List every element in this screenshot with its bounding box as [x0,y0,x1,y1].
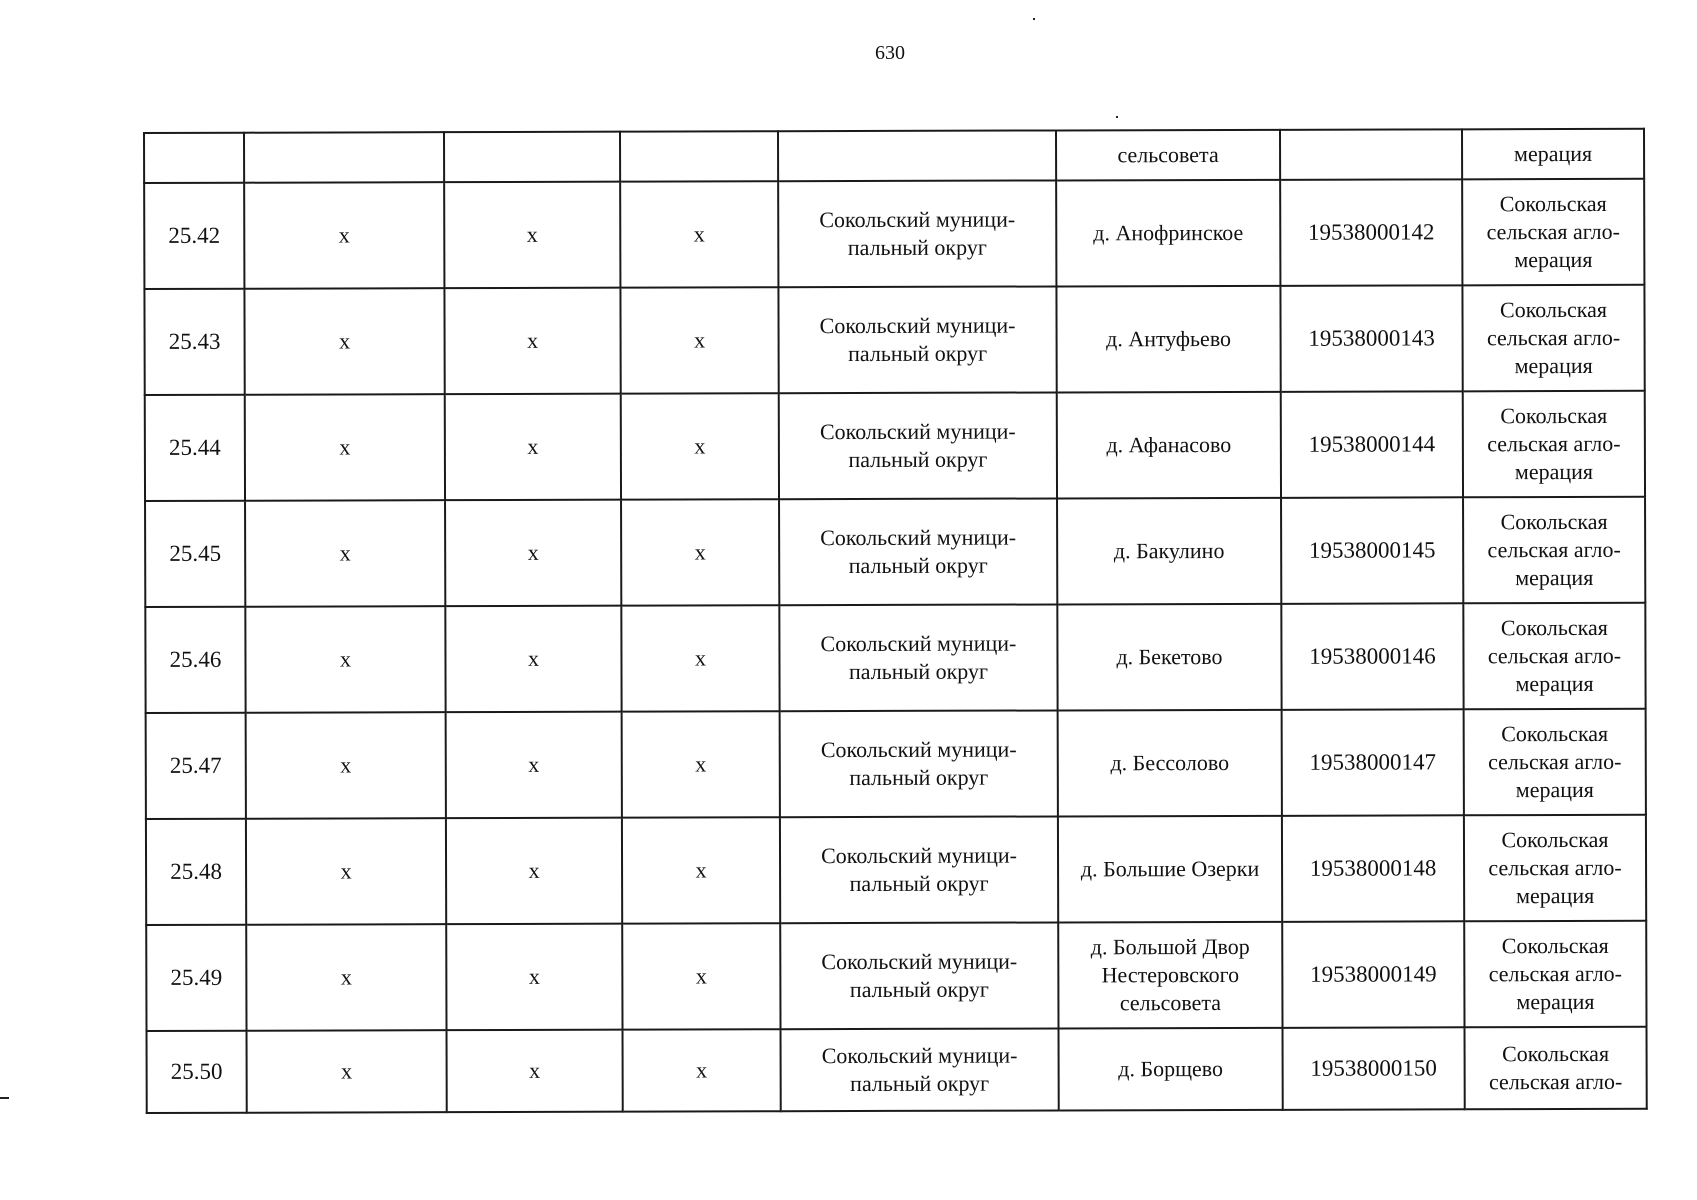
oktmo-code-cell [1281,497,1463,604]
agglomeration-cell-text: мерация [1516,882,1595,909]
oktmo-code-cell-text: 19538000148 [1309,855,1437,881]
scan-margin-dash [0,1097,9,1099]
agglomeration-cell-text: сельская агло- [1488,748,1622,775]
settlement-cell-text: д. Бекетово [1116,643,1223,670]
mark-cell-col2 [245,606,445,713]
oktmo-code-cell-text: 19538000150 [1310,1055,1437,1081]
district-cell-text: пальный округ [847,234,987,261]
agglomeration-cell [1464,709,1646,816]
mark-cell-col3-text: х [527,645,540,671]
district-cell [778,286,1056,393]
mark-cell-col4-text: х [694,539,706,565]
settlement-cell [1057,498,1281,605]
district-cell-text: Сокольский муници- [819,418,1016,445]
mark-cell-col3-text: х [528,857,540,883]
mark-cell-col3-text: х [527,327,539,353]
settlement-cell [1058,816,1282,923]
row-number-cell [147,1031,247,1113]
mark-cell-col3 [444,182,620,288]
header-cell-code [1280,129,1462,180]
agglomeration-cell-text: мерация [1515,564,1594,591]
settlement-cell [1057,392,1281,499]
row-number-cell [145,501,245,607]
agglomeration-cell [1464,921,1646,1028]
agglomeration-cell-text: Сокольская [1500,508,1608,535]
settlement-cell-text: сельсовета [1119,989,1222,1016]
agglomeration-cell-text: мерация [1514,458,1594,485]
oktmo-code-cell [1282,709,1464,816]
district-cell-text: пальный округ [849,764,989,791]
settlement-cell-text: д. Антуфьево [1106,325,1232,352]
mark-cell-col4 [622,817,780,923]
table-row [145,603,1645,713]
mark-cell-col3-text: х [526,221,538,247]
agglomeration-cell [1462,285,1644,392]
agglomeration-cell [1463,603,1645,710]
agglomeration-cell-text: мерация [1515,670,1594,697]
mark-cell-col4-text: х [694,327,706,353]
settlement-cell [1058,710,1282,817]
row-number-cell [146,925,246,1031]
table-row [146,921,1646,1031]
settlement-cell-text: д. Борщево [1118,1055,1224,1082]
district-cell-text: пальный округ [848,552,988,579]
agglomeration-cell-text: сельская агло- [1487,642,1622,669]
mark-cell-col4-text: х [695,751,707,777]
mark-cell-col4 [621,605,779,711]
mark-cell-col2-text: х [339,646,352,672]
row-number-cell [145,395,245,501]
district-cell-text: пальный округ [848,340,988,367]
settlement-cell-text: д. Большой Двор [1090,933,1250,960]
settlement-cell-text: д. Анофринское [1093,219,1244,246]
row-number-cell-text: 25.44 [168,434,221,460]
header-cell-col2 [244,132,444,183]
row-number-cell-text: 25.45 [169,540,222,566]
row-number-cell [146,713,246,819]
agglomeration-cell [1465,1027,1647,1110]
mark-cell-col3-text: х [527,539,539,565]
agglomeration-cell [1463,391,1645,498]
district-cell [779,604,1057,711]
row-number-cell-text: 25.46 [169,646,222,672]
settlement-cell [1059,1028,1283,1111]
agglomeration-cell-text: Сокольская [1501,826,1609,853]
district-cell [781,1028,1059,1111]
page-number: 630 [875,42,905,64]
district-cell [779,498,1057,605]
agglomeration-cell-text: сельская агло- [1488,854,1622,881]
header-cell-col3 [444,132,620,182]
mark-cell-col3 [446,818,622,924]
oktmo-code-cell-text: 19538000144 [1308,431,1436,457]
district-cell-text: Сокольский муници- [820,736,1017,763]
row-number-cell [145,607,245,713]
table-row [144,179,1644,289]
oktmo-code-cell [1283,1027,1465,1110]
mark-cell-col2-text: х [338,222,350,248]
agglomeration-cell-text: сельская агло- [1487,536,1621,563]
mark-cell-col2 [246,924,446,1031]
mark-cell-col4 [622,711,780,817]
mark-cell-col2-text: х [339,434,351,460]
district-cell-text: пальный округ [848,446,988,473]
table-row [146,709,1646,819]
table-row [146,815,1646,925]
row-number-cell-text: 25.49 [170,964,223,990]
row-number-cell [146,819,246,925]
table-row [144,285,1644,395]
mark-cell-col4-text: х [694,433,706,459]
agglomeration-cell [1464,815,1646,922]
agglomeration-cell-text: сельская агло- [1487,430,1621,457]
settlement-cell [1056,180,1280,287]
agglomeration-cell-text: сельская агло- [1486,324,1621,351]
mark-cell-col4-text: х [693,221,705,247]
oktmo-code-cell [1281,603,1463,710]
table-row [147,1027,1647,1113]
row-number-cell-text: 25.42 [168,222,221,248]
mark-cell-col2 [244,182,444,289]
mark-cell-col4-text: х [695,963,707,989]
agglomeration-cell-text: мерация [1516,988,1595,1015]
agglomeration-cell-text: мерация [1514,246,1593,273]
oktmo-code-cell-text: 19538000143 [1308,325,1435,351]
mark-cell-col2 [244,288,444,395]
header-cell-number [144,133,244,183]
district-cell [780,922,1058,1029]
district-cell-text: Сокольский муници- [821,842,1017,869]
mark-cell-col3 [446,924,622,1030]
row-number-cell-text: 25.47 [169,752,222,778]
agglomeration-cell-text: сельская агло- [1486,218,1620,245]
mark-cell-col3-text: х [528,751,540,777]
mark-cell-col3 [446,712,622,818]
agglomeration-cell-text: мерация [1514,352,1593,379]
agglomeration-cell-text: Сокольская [1499,190,1607,217]
mark-cell-col3 [445,394,621,500]
mark-cell-col3-text: х [527,433,539,459]
agglomeration-cell-text: Сокольская [1502,1040,1610,1067]
mark-cell-col2-text: х [340,752,352,778]
mark-cell-col3 [445,606,621,712]
mark-cell-col4-text: х [695,857,707,883]
table-row [145,497,1645,607]
mark-cell-col2-text: х [339,540,351,566]
agglomeration-cell-text: Сокольская [1501,720,1609,747]
mark-cell-col4 [623,1029,781,1111]
agglomeration-cell-text: Сокольская [1500,614,1608,641]
mark-cell-col4 [621,499,779,605]
settlement-cell-text: Нестеровского [1101,961,1240,988]
row-number-cell [144,289,244,395]
settlements-table [143,128,1648,1114]
agglomeration-cell-text: мерация [1515,776,1594,803]
agglomeration-cell-text: Сокольская [1500,402,1608,429]
mark-cell-col4 [622,923,780,1029]
oktmo-code-cell [1280,285,1462,392]
mark-cell-col2 [247,1030,447,1113]
mark-cell-col2-text: х [340,964,352,990]
agglomeration-cell-text: сельская агло- [1488,1068,1623,1095]
oktmo-code-cell-text: 19538000142 [1307,219,1435,245]
agglomeration-cell [1463,497,1645,604]
header-cell-district [778,130,1056,181]
district-cell-text: Сокольский муници- [821,948,1018,975]
mark-cell-col4 [620,287,778,393]
header-cell-agglomeration: мерация [1462,129,1644,180]
oktmo-code-cell [1282,815,1464,922]
district-cell-text: Сокольский муници- [819,206,1016,233]
district-cell-text: Сокольский муници- [819,312,1016,339]
settlement-cell [1058,922,1282,1029]
scan-speck [1033,18,1035,20]
district-cell-text: пальный округ [848,658,989,685]
district-cell-text: пальный округ [849,870,989,897]
row-number-cell-text: 25.50 [170,1058,223,1084]
mark-cell-col4-text: х [696,1057,708,1083]
table-row [145,391,1645,501]
oktmo-code-cell [1282,921,1464,1028]
district-cell [780,710,1058,817]
mark-cell-col2 [245,500,445,607]
settlement-cell [1056,286,1280,393]
mark-cell-col2 [246,712,446,819]
district-cell [778,180,1056,287]
table-continuation-header-row [144,129,1644,183]
district-cell [779,392,1057,499]
mark-cell-col2 [245,394,445,501]
mark-cell-col3 [447,1030,623,1112]
agglomeration-cell-text: сельская агло- [1488,960,1623,987]
district-cell [780,816,1058,923]
settlement-cell-text: д. Большие Озерки [1080,855,1260,882]
row-number-cell [144,183,244,289]
district-cell-text: пальный округ [850,1070,990,1097]
mark-cell-col3-text: х [529,1057,541,1083]
oktmo-code-cell-text: 19538000149 [1310,961,1437,987]
agglomeration-cell-text: Сокольская [1501,932,1609,959]
district-cell-text: Сокольский муници- [820,630,1017,657]
row-number-cell-text: 25.48 [170,858,222,884]
mark-cell-col2-text: х [339,328,351,354]
oktmo-code-cell-text: 19538000147 [1309,749,1437,775]
settlement-cell-text: д. Бессолово [1110,749,1230,776]
settlement-cell-text: д. Бакулино [1113,537,1225,564]
mark-cell-col3 [444,288,620,394]
agglomeration-cell-text: Сокольская [1499,296,1608,323]
district-cell-text: Сокольский муници- [821,1042,1018,1069]
agglomeration-cell [1462,179,1644,286]
mark-cell-col4-text: х [694,645,707,671]
oktmo-code-cell [1281,391,1463,498]
header-cell-settlement: сельсовета [1056,130,1280,181]
mark-cell-col2 [246,818,446,925]
settlement-cell [1057,604,1281,711]
scan-speck [1116,116,1118,118]
mark-cell-col2-text: х [340,858,352,884]
oktmo-code-cell [1280,179,1462,286]
settlement-cell-text: д. Афанасово [1106,431,1232,458]
district-cell-text: пальный округ [849,976,989,1003]
row-number-cell-text: 25.43 [168,328,221,354]
mark-cell-col4 [621,393,779,499]
header-cell-col4 [620,131,778,181]
mark-cell-col3-text: х [528,963,540,989]
mark-cell-col2-text: х [341,1058,353,1084]
oktmo-code-cell-text: 19538000145 [1308,537,1436,563]
oktmo-code-cell-text: 19538000146 [1309,643,1436,669]
mark-cell-col3 [445,500,621,606]
district-cell-text: Сокольский муници- [820,524,1017,551]
mark-cell-col4 [620,181,778,287]
